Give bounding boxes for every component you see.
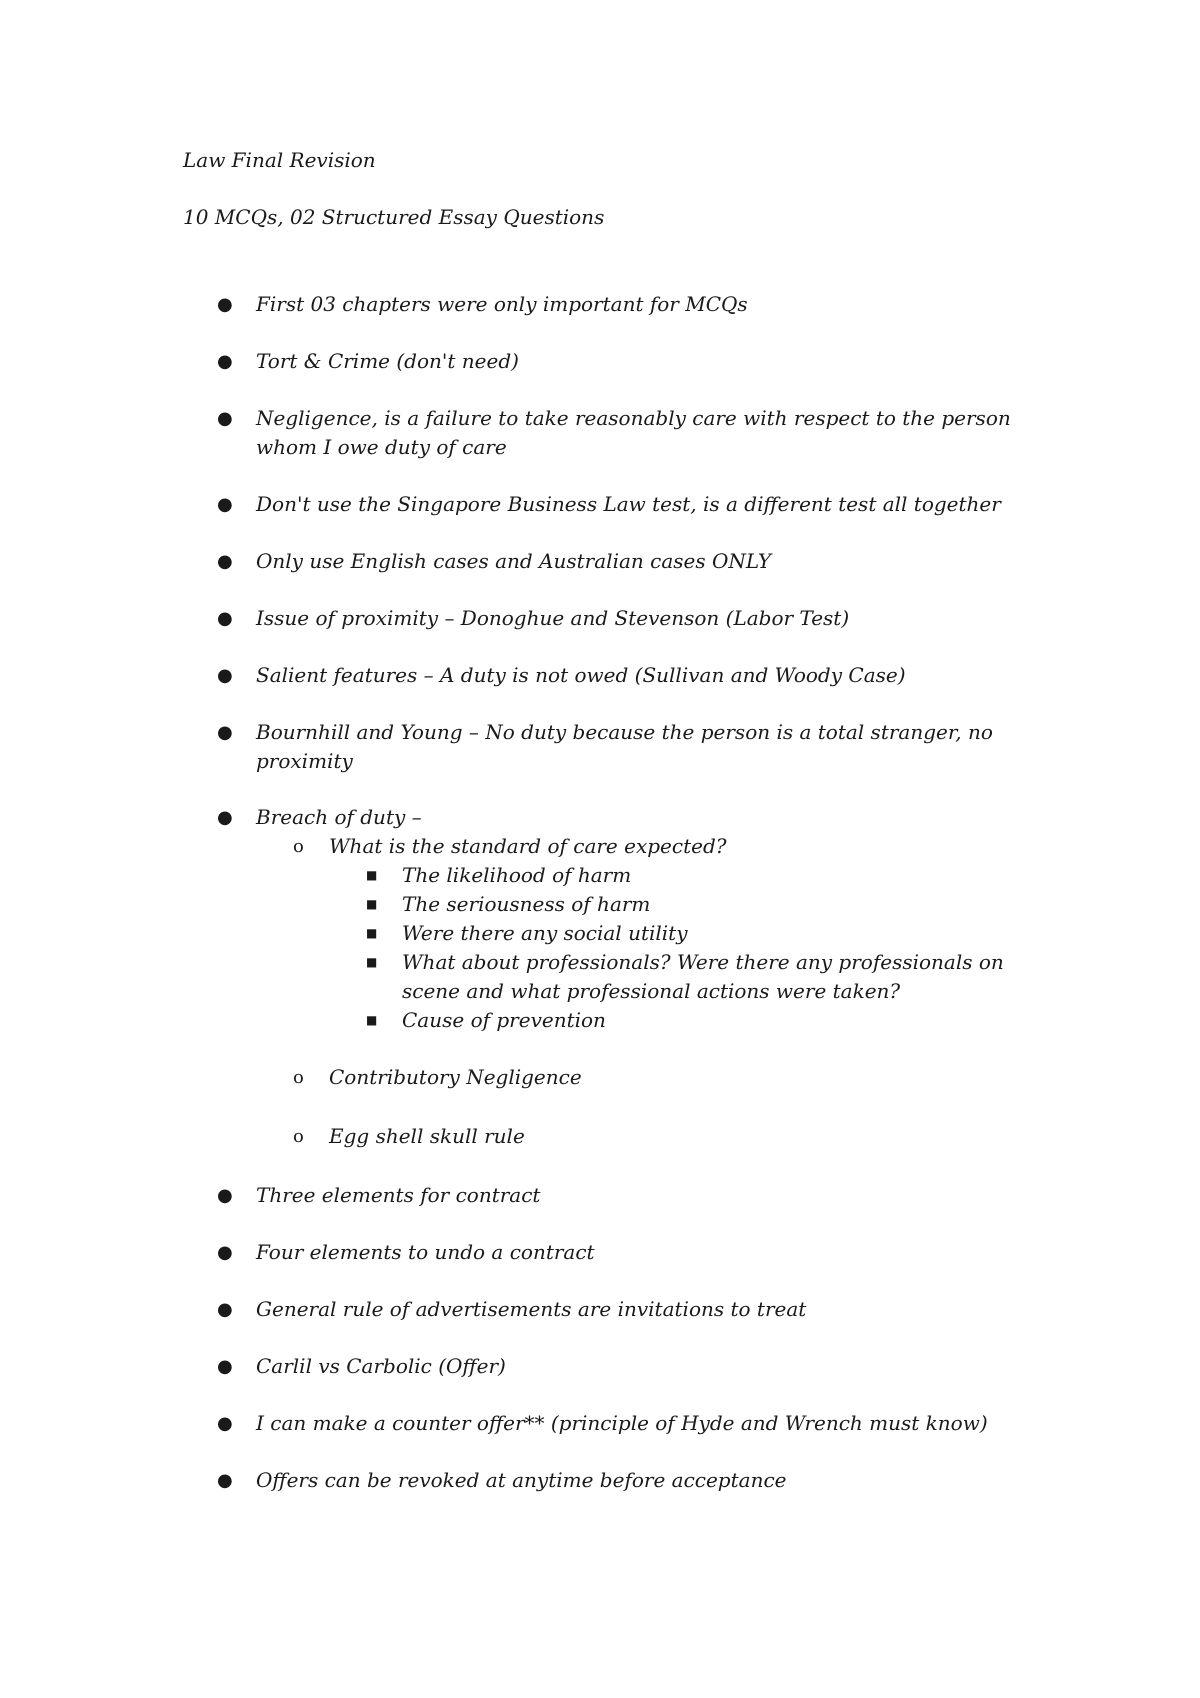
subsub-list-item: What about professionals? Were there any professionals on scene and what professional actions were taken? (402, 950, 1004, 1003)
page-subtitle: 10 MCQs, 02 Structured Essay Questions (183, 205, 605, 229)
bullet-glyph: ● (217, 608, 233, 629)
bullet-glyph: ● (217, 1356, 233, 1377)
list-item: Four elements to undo a contract (256, 1240, 595, 1264)
list-item: Salient features – A duty is not owed (Sullivan and Woody Case) (256, 663, 906, 687)
bullet-glyph: ● (217, 807, 233, 828)
bullet-glyph: ● (217, 1185, 233, 1206)
bullet-glyph: ● (217, 494, 233, 515)
list-item: Issue of proximity – Donoghue and Stevenson (Labor Test) (256, 606, 850, 630)
subsub-bullet-glyph: ■ (366, 926, 378, 940)
subsub-bullet-glyph: ■ (366, 868, 378, 882)
sub-bullet-glyph: o (293, 836, 304, 857)
subsub-bullet-glyph: ■ (366, 1013, 378, 1027)
list-item: Breach of duty – (256, 805, 422, 829)
bullet-glyph: ● (217, 408, 233, 429)
bullet-glyph: ● (217, 1413, 233, 1434)
list-item: Tort & Crime (don't need) (256, 349, 519, 373)
sub-list-item: Egg shell skull rule (329, 1124, 525, 1148)
list-item: Only use English cases and Australian cases ONLY (256, 549, 772, 573)
bullet-glyph: ● (217, 1299, 233, 1320)
bullet-glyph: ● (217, 665, 233, 686)
list-item: General rule of advertisements are invitations to treat (256, 1297, 807, 1321)
subsub-list-item: The likelihood of harm (402, 863, 632, 887)
bullet-glyph: ● (217, 551, 233, 572)
bullet-glyph: ● (217, 1242, 233, 1263)
sub-bullet-glyph: o (293, 1067, 304, 1088)
list-item: Offers can be revoked at anytime before acceptance (256, 1468, 787, 1492)
list-item: Bournhill and Young – No duty because the person is a total stranger, no proximity (256, 720, 993, 773)
bullet-glyph: ● (217, 1470, 233, 1491)
bullet-glyph: ● (217, 351, 233, 372)
subsub-list-item: The seriousness of harm (402, 892, 651, 916)
subsub-bullet-glyph: ■ (366, 955, 378, 969)
bullet-glyph: ● (217, 722, 233, 743)
list-item: Negligence, is a failure to take reasonably care with respect to the person whom I owe duty of care (256, 406, 1011, 459)
sub-bullet-glyph: o (293, 1126, 304, 1147)
list-item: Three elements for contract (256, 1183, 541, 1207)
bullet-glyph: ● (217, 294, 233, 315)
list-item: First 03 chapters were only important for MCQs (256, 292, 748, 316)
subsub-list-item: Cause of prevention (402, 1008, 606, 1032)
list-item: Carlil vs Carbolic (Offer) (256, 1354, 506, 1378)
subsub-bullet-glyph: ■ (366, 897, 378, 911)
page-title: Law Final Revision (183, 148, 376, 172)
sub-list-item: What is the standard of care expected? (329, 834, 727, 858)
sub-list-item: Contributory Negligence (329, 1065, 582, 1089)
list-item: Don't use the Singapore Business Law test, is a different test all together (256, 492, 1001, 516)
subsub-list-item: Were there any social utility (402, 921, 688, 945)
list-item: I can make a counter offer** (principle of Hyde and Wrench must know) (256, 1411, 988, 1435)
